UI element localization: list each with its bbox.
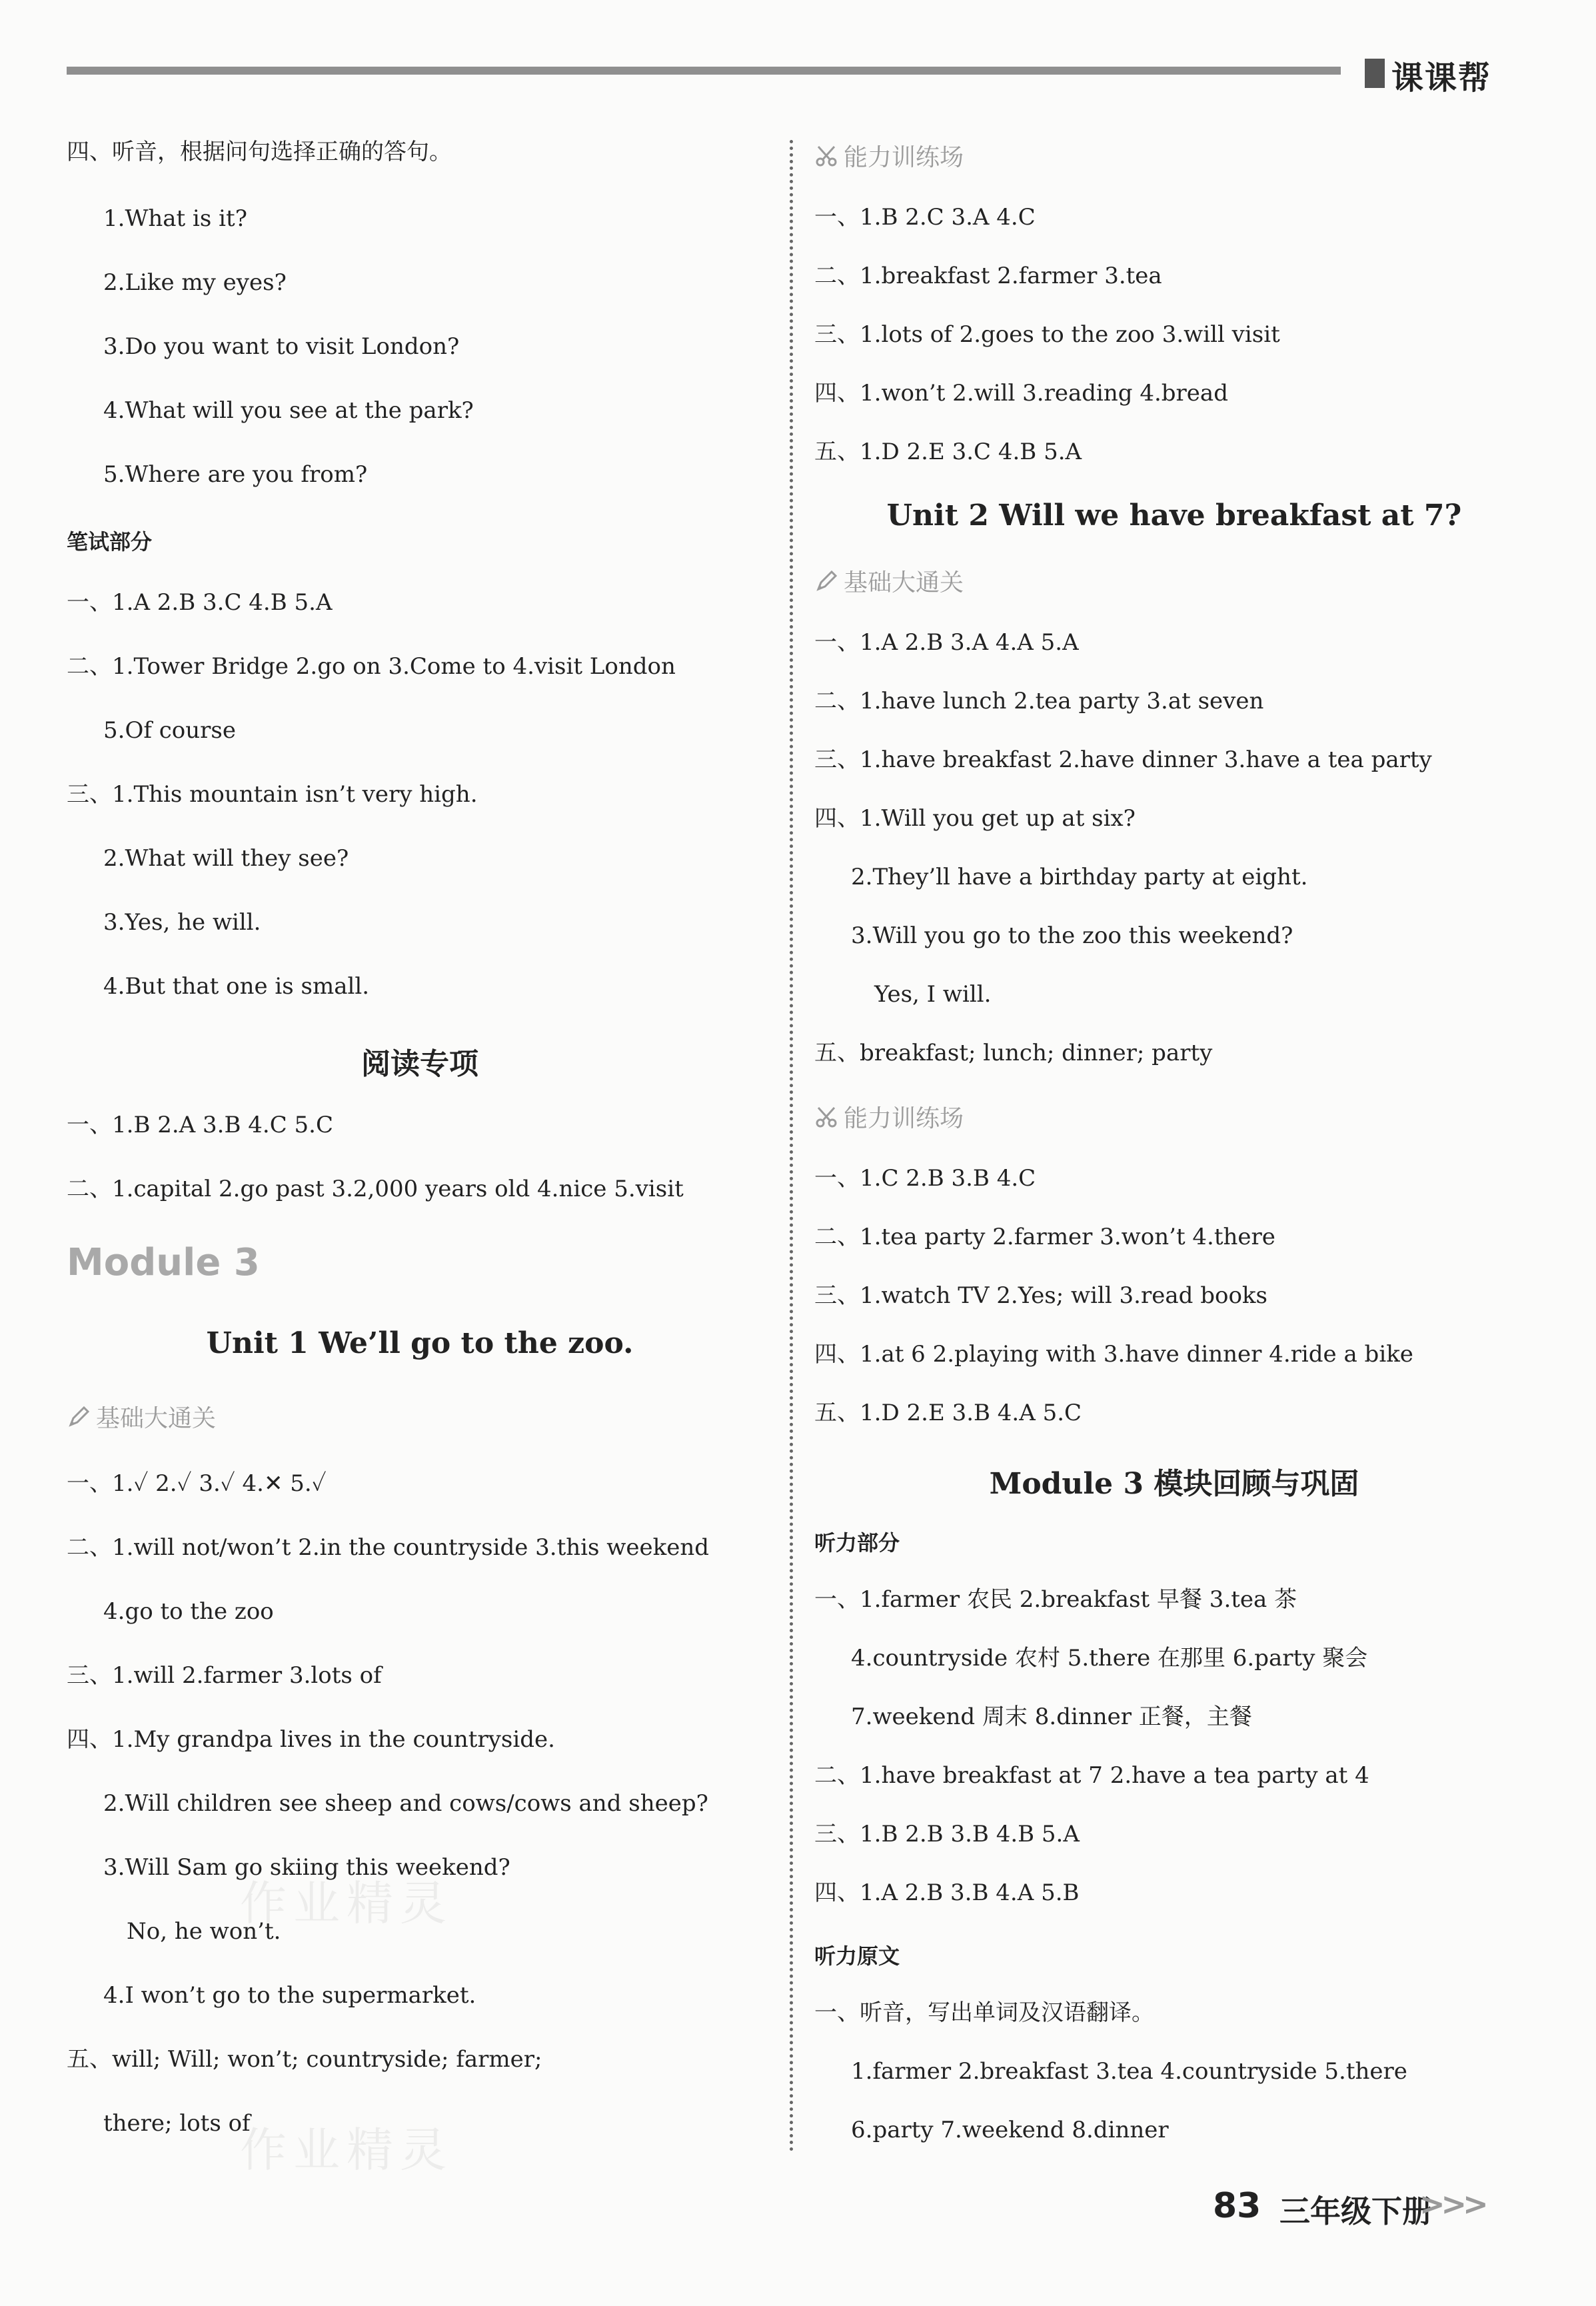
answer-line: Yes, I will.	[874, 981, 992, 1008]
answer-line: 一、1.C 2.B 3.B 4.C	[814, 1165, 1036, 1192]
answer-line: 4.go to the zoo	[103, 1598, 274, 1625]
answer-line: 四、1.at 6 2.playing with 3.have dinner 4.ride a bike	[814, 1341, 1413, 1368]
answer-line: 五、1.D 2.E 3.B 4.A 5.C	[814, 1400, 1082, 1426]
answer-line: 四、1.A 2.B 3.B 4.A 5.B	[814, 1879, 1080, 1906]
answer-line: 三、1.This mountain isn’t very high.	[67, 781, 478, 808]
answer-line: 二、1.breakfast 2.farmer 3.tea	[814, 263, 1162, 289]
answer-line: 3.Will you go to the zoo this weekend?	[851, 922, 1293, 949]
answer-line: 五、1.D 2.E 3.C 4.B 5.A	[814, 439, 1082, 465]
answer-line: 4.countryside 农村 5.there 在那里 6.party 聚会	[851, 1645, 1368, 1672]
answer-line: 三、1.lots of 2.goes to the zoo 3.will visit	[814, 321, 1280, 348]
section-title: Unit 2 Will we have breakfast at 7?	[886, 499, 1462, 533]
answer-line: 1.farmer 2.breakfast 3.tea 4.countryside 5.there	[851, 2058, 1407, 2085]
answer-line: 4.I won’t go to the supermarket.	[103, 1982, 476, 2009]
answer-line: 五、will; Will; won’t; countryside; farmer;	[67, 2046, 542, 2073]
subsection-label: 能力训练场	[844, 1105, 964, 1132]
answer-line: 7.weekend 周末 8.dinner 正餐，主餐	[851, 1704, 1252, 1730]
answer-line: 五、breakfast; lunch; dinner; party	[814, 1040, 1213, 1066]
subsection-heading	[814, 1100, 964, 1134]
answer-line: 1.What is it?	[103, 205, 247, 232]
answer-line: 四、1.Will you get up at six?	[814, 805, 1136, 832]
section-heading: 听力部分	[814, 1530, 900, 1556]
brand-title: 课课帮	[1391, 59, 1492, 97]
answer-line: 四、听音，根据问句选择正确的答句。	[67, 139, 452, 165]
scissors-icon	[814, 144, 838, 168]
section-title: Module 3 模块回顾与巩固	[989, 1467, 1359, 1501]
pencil-icon	[67, 1405, 91, 1429]
answer-line: 三、1.will 2.farmer 3.lots of	[67, 1662, 382, 1689]
section-title: Unit 1 We’ll go to the zoo.	[206, 1326, 634, 1360]
answer-line: 一、1.B 2.C 3.A 4.C	[814, 204, 1036, 231]
answer-line: 一、1.A 2.B 3.A 4.A 5.A	[814, 629, 1079, 656]
answer-line: 2.They’ll have a birthday party at eight.	[851, 864, 1308, 890]
answer-line: 二、1.will not/won’t 2.in the countryside 3.this weekend	[67, 1534, 710, 1561]
section-title: 阅读专项	[361, 1047, 478, 1081]
answer-line: 三、1.watch TV 2.Yes; will 3.read books	[814, 1282, 1267, 1309]
section-heading: 听力原文	[814, 1943, 900, 1969]
subsection-heading	[814, 139, 964, 173]
answer-line: 2.Will children see sheep and cows/cows and sheep?	[103, 1790, 708, 1817]
column-divider	[790, 140, 793, 2153]
answer-line: 4.But that one is small.	[103, 973, 370, 1000]
answer-line: 3.Do you want to visit London?	[103, 333, 460, 360]
answer-line: 2.What will they see?	[103, 845, 349, 872]
answer-line: 一、1.A 2.B 3.C 4.B 5.A	[67, 589, 333, 616]
subsection-label: 基础大通关	[844, 569, 964, 596]
answer-line: 5.Where are you from?	[103, 461, 368, 488]
watermark: 作业精灵	[240, 2123, 453, 2177]
answer-line: 二、1.have lunch 2.tea party 3.at seven	[814, 688, 1264, 714]
answer-line: 6.party 7.weekend 8.dinner	[851, 2117, 1169, 2143]
answer-line: there; lots of	[103, 2110, 251, 2137]
answer-line: 三、1.B 2.B 3.B 4.B 5.A	[814, 1821, 1080, 1847]
answer-line: 2.Like my eyes?	[103, 269, 287, 296]
answer-line: 二、1.tea party 2.farmer 3.won’t 4.there	[814, 1224, 1275, 1250]
answer-line: 3.Will Sam go skiing this weekend?	[103, 1854, 510, 1881]
answer-line: 三、1.have breakfast 2.have dinner 3.have a tea party	[814, 746, 1432, 773]
chevrons-icon: >>>	[1419, 2186, 1485, 2222]
answer-line: 一、1.✓ 2.✓ 3.✓ 4.✕ 5.✓	[67, 1470, 327, 1497]
subsection-label: 基础大通关	[96, 1405, 217, 1432]
page-number: 83	[1213, 2186, 1261, 2226]
subsection-label: 能力训练场	[844, 144, 964, 171]
subsection-heading	[814, 564, 964, 598]
answer-line: 四、1.My grandpa lives in the countryside.	[67, 1726, 555, 1753]
answer-line: 一、1.B 2.A 3.B 4.C 5.C	[67, 1112, 333, 1138]
module-heading: Module 3	[67, 1241, 260, 1284]
pencil-icon	[814, 569, 838, 593]
answer-line: 二、1.have breakfast at 7 2.have a tea party at 4	[814, 1762, 1369, 1789]
answer-line: 5.Of course	[103, 717, 236, 744]
subsection-heading	[67, 1400, 216, 1434]
grade-label: 三年级下册	[1279, 2193, 1433, 2229]
answer-line: 4.What will you see at the park?	[103, 397, 474, 424]
watermark: 作业精灵	[240, 1876, 453, 1931]
answer-line: 3.Yes, he will.	[103, 909, 261, 936]
answer-line: No, he won’t.	[127, 1918, 281, 1945]
answer-line: 二、1.Tower Bridge 2.go on 3.Come to 4.visit London	[67, 653, 676, 680]
answer-line: 四、1.won’t 2.will 3.reading 4.bread	[814, 380, 1228, 407]
brand-mark	[1365, 59, 1385, 88]
header-rule	[67, 67, 1341, 75]
answer-line: 一、1.farmer 农民 2.breakfast 早餐 3.tea 茶	[814, 1586, 1297, 1613]
section-heading: 笔试部分	[67, 529, 153, 555]
scissors-icon	[814, 1105, 838, 1129]
answer-line: 二、1.capital 2.go past 3.2,000 years old 4.nice 5.visit	[67, 1176, 684, 1202]
answer-line: 一、听音，写出单词及汉语翻译。	[814, 1999, 1154, 2026]
